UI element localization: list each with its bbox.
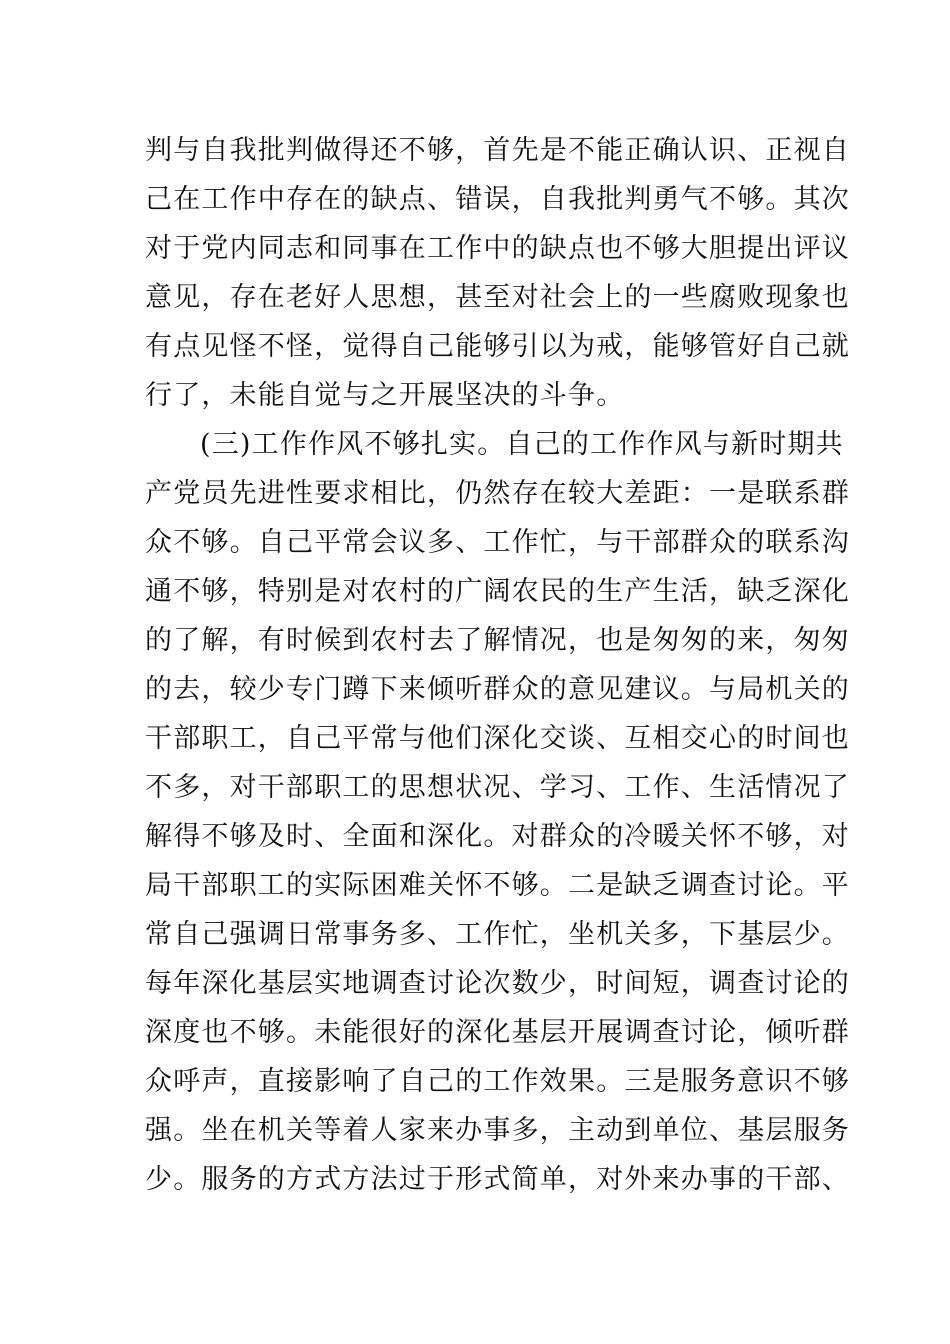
text-line: 不多，对干部职工的思想状况、学习、工作、生活情况了 — [145, 772, 850, 803]
text-line: 局干部职工的实际困难关怀不够。二是缺乏调查讨论。平 — [145, 870, 850, 901]
text-line: 每年深化基层实地调查讨论次数少，时间短，调查讨论的 — [145, 968, 850, 999]
text-line: 的去，较少专门蹲下来倾听群众的意见建议。与局机关的 — [145, 674, 850, 705]
text-line: 通不够，特别是对农村的广阔农民的生产生活，缺乏深化 — [145, 576, 850, 607]
text-line: 深度也不够。未能很好的深化基层开展调查讨论，倾听群 — [145, 1017, 850, 1048]
text-line: 判与自我批判做得还不够，首先是不能正确认识、正视自 — [145, 135, 850, 166]
text-line: 产党员先进性要求相比，仍然存在较大差距：一是联系群 — [145, 478, 850, 509]
text-line: 干部职工，自己平常与他们深化交谈、互相交心的时间也 — [145, 723, 850, 754]
text-line: 对于党内同志和同事在工作中的缺点也不够大胆提出评议 — [145, 233, 850, 264]
text-line: 有点见怪不怪，觉得自己能够引以为戒，能够管好自己就 — [145, 331, 850, 362]
text-line: 常自己强调日常事务多、工作忙，坐机关多，下基层少。 — [145, 919, 850, 950]
text-line: 行了，未能自觉与之开展坚决的斗争。 — [145, 380, 625, 411]
text-line: 己在工作中存在的缺点、错误，自我批判勇气不够。其次 — [145, 184, 850, 215]
text-line: 众呼声，直接影响了自己的工作效果。三是服务意识不够 — [145, 1066, 850, 1097]
text-line: 少。服务的方式方法过于形式简单，对外来办事的干部、 — [145, 1164, 850, 1195]
text-line: 强。坐在机关等着人家来办事多，主动到单位、基层服务 — [145, 1115, 850, 1146]
paragraph-heading-line: (三)工作作风不够扎实。自己的工作作风与新时期共 — [200, 429, 844, 460]
text-line: 众不够。自己平常会议多、工作忙，与干部群众的联系沟 — [145, 527, 850, 558]
text-line: 意见，存在老好人思想，甚至对社会上的一些腐败现象也 — [145, 282, 850, 313]
text-line: 解得不够及时、全面和深化。对群众的冷暖关怀不够，对 — [145, 821, 850, 852]
text-line: 的了解，有时候到农村去了解情况，也是匆匆的来，匆匆 — [145, 625, 850, 656]
